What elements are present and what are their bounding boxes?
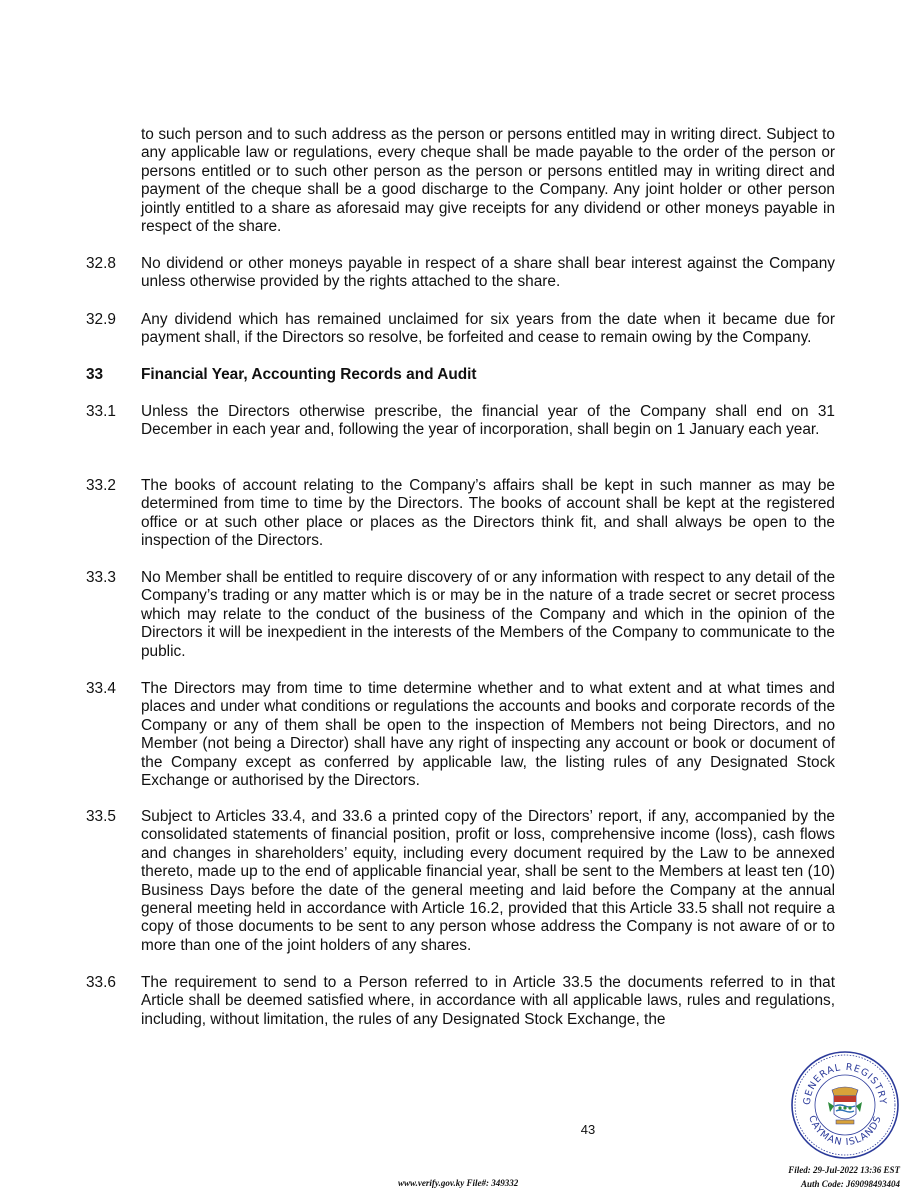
filing-info [788,1163,900,1191]
clause-number: 33.4 [86,680,116,697]
page-number: 43 [580,1122,596,1137]
section-number: 33 [86,366,104,383]
verify-footer: www.verify.gov.ky File#: 349332 [398,1178,519,1188]
continuation-paragraph: to such person and to such address as the person or persons entitled may in writing direct. Subject to any applicable law or regulations, every cheque shall be made payable to the order of the person or persons entitled or to such other person as the person or persons entitled may in writing direct and payment of the cheque shall be a good discharge to the Company. Any joint holder or other person jointly entitled to a share as aforesaid may give receipts for any dividend or other moneys payable in respect of the share. [141,126,835,236]
general-registry-seal-icon [790,1050,900,1160]
clause-number: 33.3 [86,569,116,586]
seal-top-text: GENERAL REGISTRY [801,1061,889,1106]
clause-text: Any dividend which has remained unclaimed for six years from the date when it became due for payment shall, if the Directors so resolve, be forfeited and cease to remain owing by the Company. [141,311,835,347]
seal-bottom-text: CAYMAN ISLANDS [806,1114,884,1149]
clause-text: Subject to Articles 33.4, and 33.6 a printed copy of the Directors’ report, if any, accompanied by the consolidated statements of financial position, profit or loss, comprehensive income (loss), cash flows and changes in shareholders’ equity, including every document required by the Law to be annexed thereto, made up to the end of applicable financial year, shall be sent to the Members at least ten (10) Business Days before the date of the general meeting and laid before the Company at the annual general meeting held in accordance with Article 16.2, provided that this Article 33.5 shall not require a copy of those documents to be sent to any person whose address the Company is not aware of or to more than one of the joint holders of any shares. [141,808,835,954]
filed-date: Filed: 29-Jul-2022 13:36 EST [788,1165,900,1175]
clause-number: 32.9 [86,311,116,328]
clause-text: No Member shall be entitled to require discovery of or any information with respect to any detail of the Company’s trading or any matter which is or may be in the nature of a trade secret or secret process which may relate to the conduct of the business of the Company and which in the opinion of the Directors it will be inexpedient in the interests of the Members of the Company to communicate to the public. [141,569,835,660]
clause-text: The requirement to send to a Person referred to in Article 33.5 the documents referred to in that Article shall be deemed satisfied where, in accordance with all applicable laws, rules and regulations, including, without limitation, the rules of any Designated Stock Exchange, the [141,974,835,1028]
auth-code: Auth Code: J69098493404 [800,1179,900,1189]
clause-number: 33.5 [86,808,116,825]
section-title: Financial Year, Accounting Records and Audit [141,366,477,383]
clause-text: Unless the Directors otherwise prescribe, the financial year of the Company shall end on 31 December in each year and, following the year of incorporation, shall begin on 1 January each year. [141,403,835,439]
clause-number: 33.1 [86,403,116,420]
clause-text: The Directors may from time to time determine whether and to what extent and at what times and places and under what conditions or regulations the accounts and books and corporate records of the Company or any of them shall be open to the inspection of Members not being Directors, and no Member (not being a Director) shall have any right of inspecting any account or book or document of the Company except as conferred by applicable law, the listing rules of any Designated Stock Exchange or authorised by the Directors. [141,680,835,790]
clause-number: 33.2 [86,477,116,494]
clause-text: No dividend or other moneys payable in respect of a share shall bear interest against the Company unless otherwise provided by the rights attached to the share. [141,255,835,291]
coat-of-arms-icon [828,1087,862,1124]
clause-number: 32.8 [86,255,116,272]
clause-number: 33.6 [86,974,116,991]
clause-text: The books of account relating to the Company’s affairs shall be kept in such manner as may be determined from time to time by the Directors. The books of account shall be kept at the registered office or at such other place or places as the Directors think fit, and shall always be open to the inspection of the Directors. [141,477,835,550]
